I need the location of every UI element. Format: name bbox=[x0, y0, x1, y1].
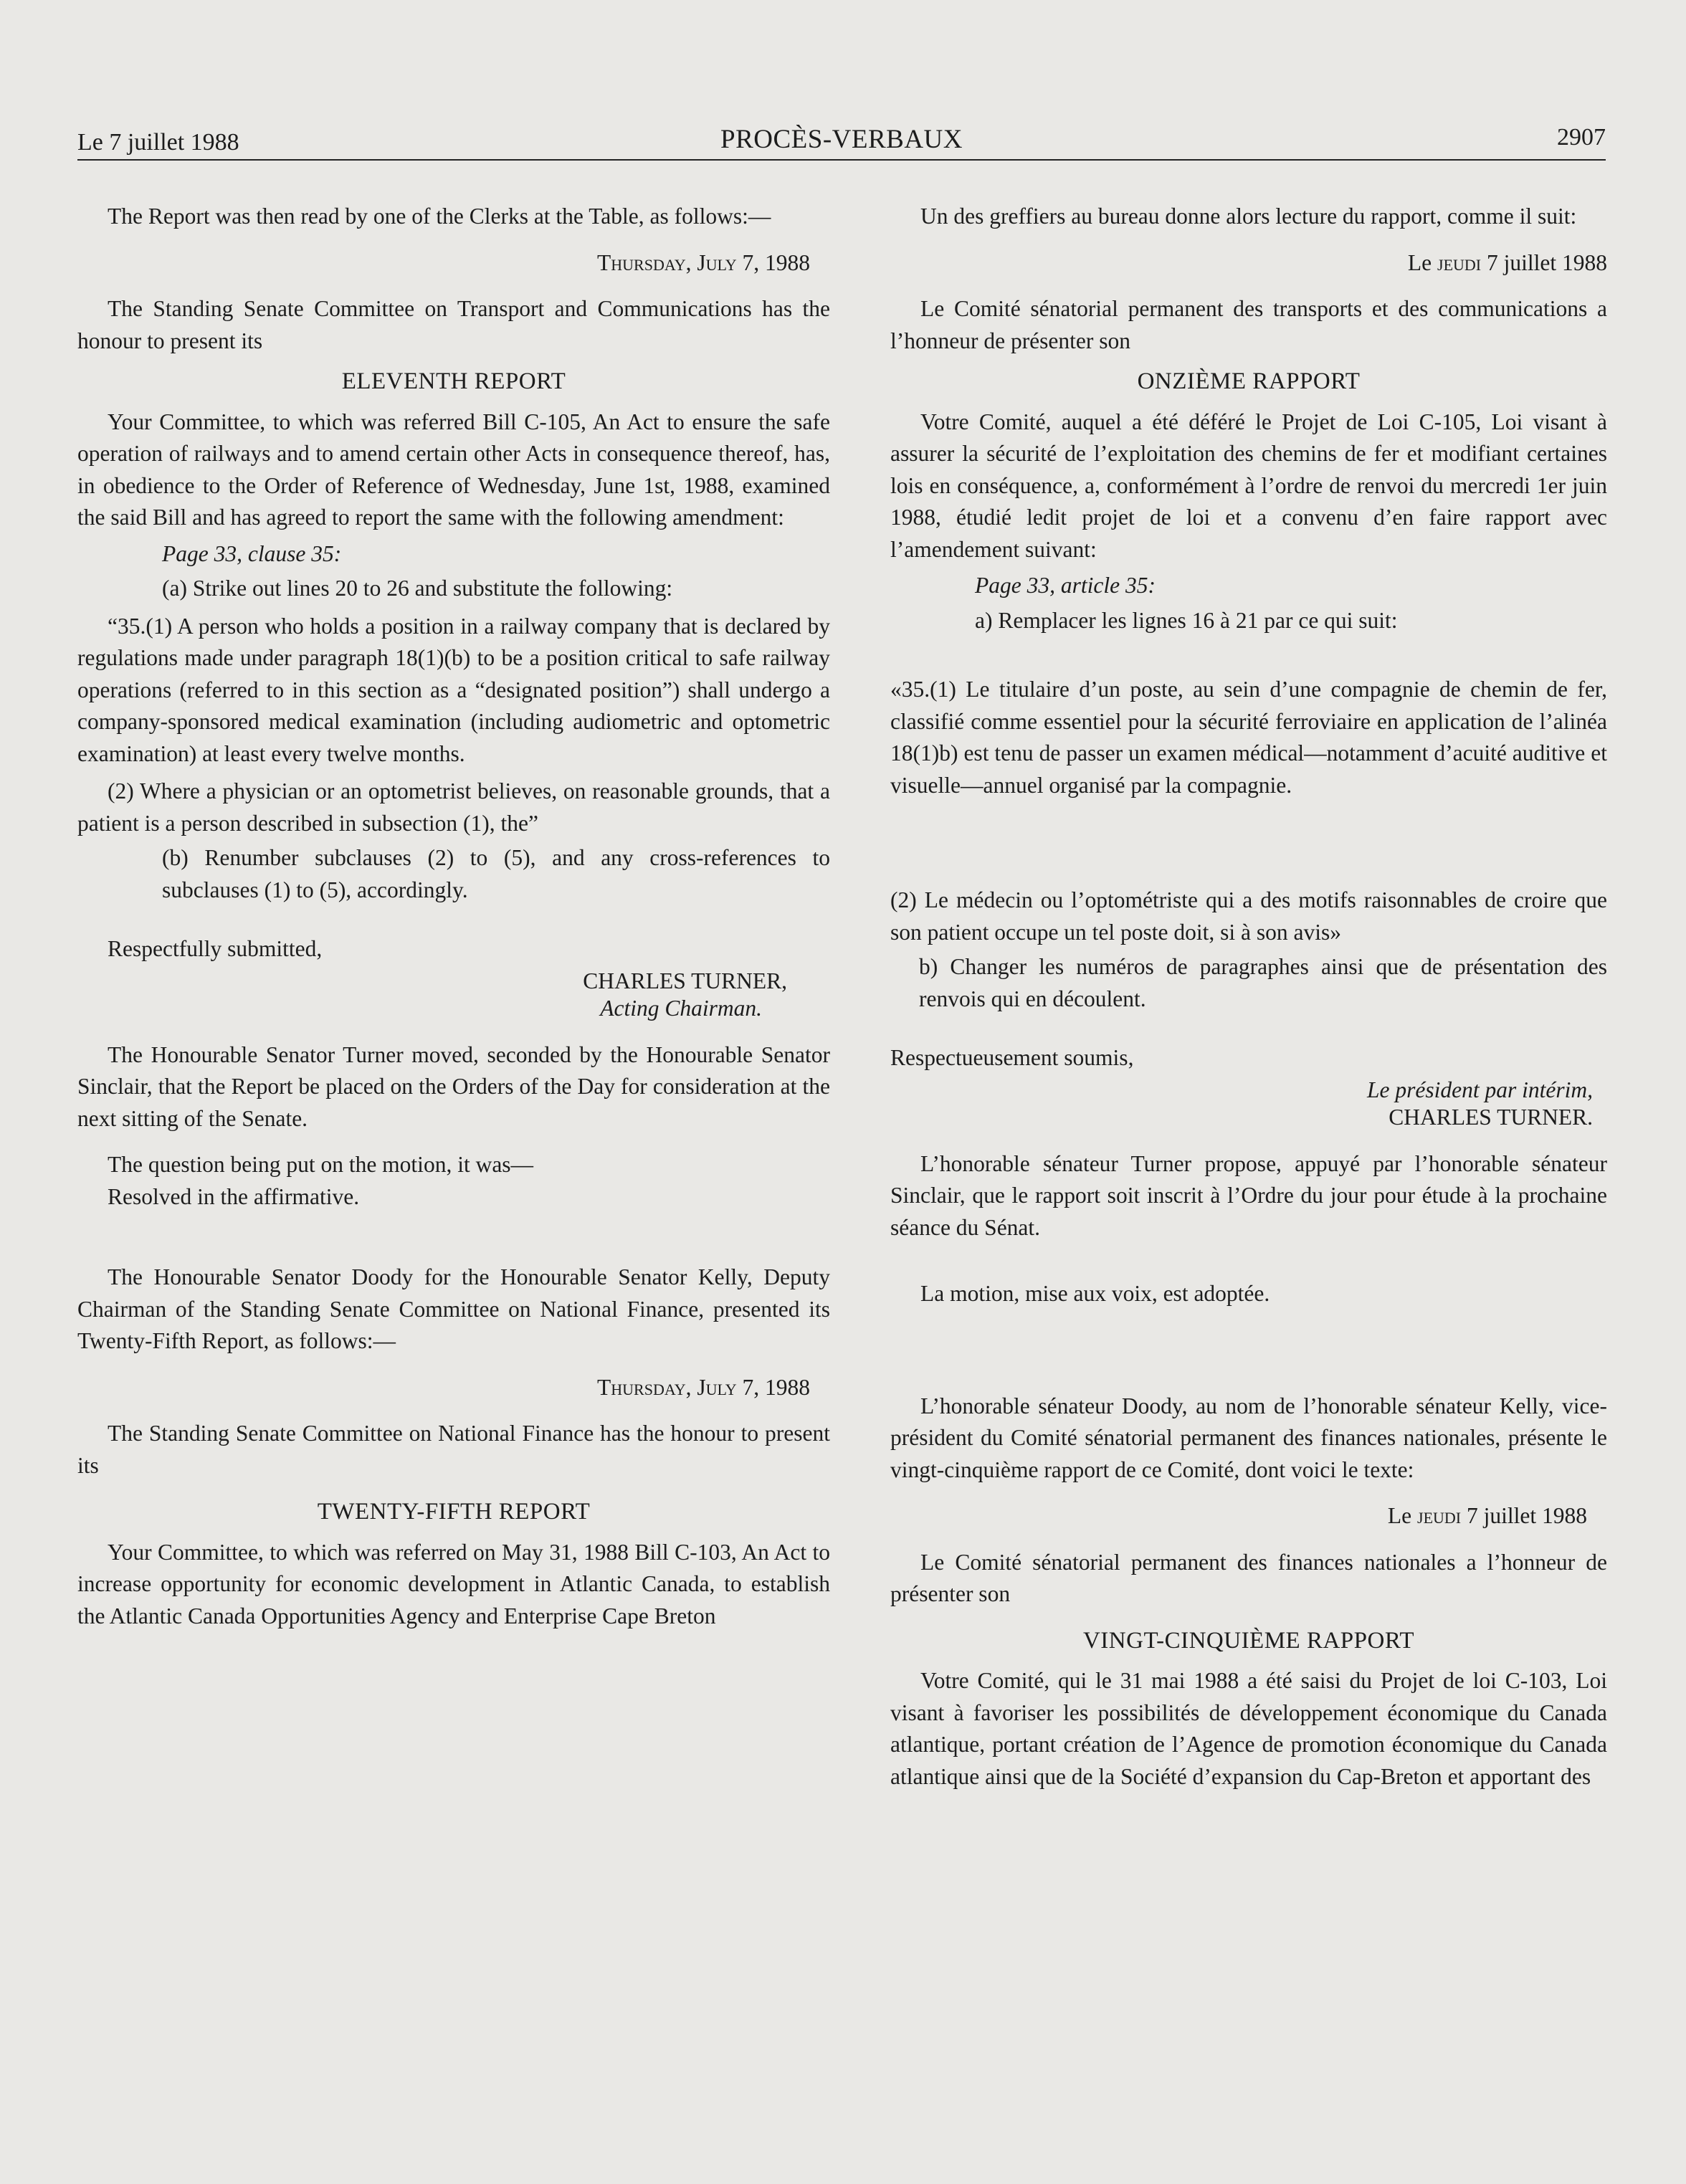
second-committee-paragraph-fr: Le Comité sénatorial permanent des finances nationales a l’honneur de présenter son bbox=[890, 1549, 1607, 1606]
resolved-line: Resolved in the affirmative. bbox=[108, 1183, 360, 1209]
intro-paragraph-fr: Un des greffiers au bureau donne alors lecture du rapport, comme il suit: bbox=[920, 204, 1577, 229]
report-title: ELEVENTH REPORT bbox=[341, 368, 566, 394]
english-column bbox=[77, 201, 830, 1632]
page-number: 2907 bbox=[1557, 124, 1606, 151]
report-date: Thursday, July 7, 1988 bbox=[597, 249, 810, 275]
page-header bbox=[77, 120, 1606, 161]
report-body-fr: Votre Comité, auquel a été déféré le Projet de Loi C-105, Loi visant à assurer la sécurité de l’exploitation des chemins de fer et modifiant certaines lois en conséquence, a, conformément à l’ordre de renvoi du mercredi 1er juin 1988, étudié ledit projet de loi et a convenu d’en faire rapport avec l’amendement suivant: bbox=[890, 409, 1607, 562]
committee-paragraph: The Standing Senate Committee on Transport and Communications has the honour to present its bbox=[77, 296, 830, 353]
submitted-line-fr: Respectueusement soumis, bbox=[890, 1045, 1134, 1070]
intro-paragraph: The Report was then read by one of the Clerks at the Table, as follows:— bbox=[108, 204, 771, 229]
signer-name-fr: CHARLES TURNER. bbox=[1389, 1105, 1593, 1130]
page-reference: Page 33, clause 35: bbox=[162, 540, 342, 566]
second-report-date: Thursday, July 7, 1988 bbox=[597, 1374, 810, 1400]
report-date-fr: Le jeudi 7 juillet 1988 bbox=[1407, 249, 1607, 275]
amendment-b: (b) Renumber subclauses (2) to (5), and any cross-references to subclauses (1) to (5), accordingly. bbox=[162, 845, 830, 902]
header-date: Le 7 juillet 1988 bbox=[77, 129, 239, 156]
header-title: PROCÈS-VERBAUX bbox=[720, 125, 963, 154]
section-35-2-fr: (2) Le médecin ou l’optométriste qui a des motifs raisonnables de croire que son patient occupe un tel poste doit, si à son avis» bbox=[890, 887, 1607, 945]
motion-paragraph-fr: L’honorable sénateur Turner propose, appuyé par l’honorable sénateur Sinclair, que le rapport soit inscrit à l’Ordre du jour pour étude à la prochaine séance du Sénat. bbox=[890, 1150, 1607, 1240]
page-reference-fr: Page 33, article 35: bbox=[975, 573, 1156, 598]
second-report-title-fr: VINGT-CINQUIÈME RAPPORT bbox=[1082, 1627, 1415, 1654]
amendment-a-fr: a) Remplacer les lignes 16 à 21 par ce qui suit: bbox=[975, 607, 1398, 633]
second-report-body-fr: Votre Comité, qui le 31 mai 1988 a été saisi du Projet de loi C-103, Loi visant à favoriser les possibilités de développement économique du Canada atlantique, portant création de l’Agence de promotion économique du Canada atlantique ainsi que de la Société d’expansion du Cap-Breton et apportant des bbox=[890, 1668, 1607, 1789]
second-report-intro: The Honourable Senator Doody for the Honourable Senator Kelly, Deputy Chairman of the Standing Senate Committee on National Finance, presented its Twenty-Fifth Report, as follows:— bbox=[77, 1264, 830, 1353]
section-35-1-fr: «35.(1) Le titulaire d’un poste, au sein d’une compagnie de chemin de fer, classifié comme essentiel pour la sécurité ferroviaire en application de l’alinéa 18(1)b) est tenu de passer un examen médical—notamment d’acuité auditive et visuelle—annuel organisé par la compagnie. bbox=[890, 677, 1607, 798]
motion-paragraph: The Honourable Senator Turner moved, seconded by the Honourable Senator Sinclair, that the Report be placed on the Orders of the Day for consideration at the next sitting of the Senate. bbox=[77, 1041, 830, 1131]
motion-result-fr: La motion, mise aux voix, est adoptée. bbox=[920, 1281, 1270, 1306]
amendment-a: (a) Strike out lines 20 to 26 and substitute the following: bbox=[162, 576, 673, 601]
second-report-intro-fr: L’honorable sénateur Doody, au nom de l’honorable sénateur Kelly, vice-président du Comité sénatorial permanent des finances nationales, présente le vingt-cinquième rapport de ce Comité, dont voici le texte: bbox=[890, 1393, 1607, 1482]
signer-title-fr: Le président par intérim, bbox=[1367, 1077, 1593, 1102]
french-column bbox=[890, 201, 1607, 1793]
header-rule bbox=[77, 159, 1606, 161]
section-35-1: “35.(1) A person who holds a position in a railway company that is declared by regulations made under paragraph 18(1)(b) to be a position critical to safe railway operations (referred to in this section as a “designated position”) shall undergo a company-sponsored medical examination (including audiometric and optometric examination) at least every twelve months. bbox=[77, 613, 830, 766]
signer-title: Acting Chairman. bbox=[600, 996, 762, 1021]
second-report-title: TWENTY-FIFTH REPORT bbox=[317, 1499, 591, 1525]
question-line: The question being put on the motion, it was— bbox=[108, 1152, 534, 1177]
committee-paragraph-fr: Le Comité sénatorial permanent des transports et des communications a l’honneur de présenter son bbox=[890, 296, 1607, 353]
second-report-date-fr: Le jeudi 7 juillet 1988 bbox=[1387, 1503, 1587, 1528]
amendment-b-fr: b) Changer les numéros de paragraphes ainsi que de présentation des renvois qui en découlent. bbox=[919, 954, 1607, 1011]
submitted-line: Respectfully submitted, bbox=[108, 936, 323, 961]
signer-name: CHARLES TURNER, bbox=[583, 968, 787, 993]
section-35-2: (2) Where a physician or an optometrist believes, on reasonable grounds, that a patient is a person described in subsection (1), the” bbox=[77, 778, 830, 836]
second-committee-paragraph: The Standing Senate Committee on National Finance has the honour to present its bbox=[77, 1421, 830, 1478]
report-body: Your Committee, to which was referred Bill C-105, An Act to ensure the safe operation of railways and to amend certain other Acts in consequence thereof, has, in obedience to the Order of Reference of Wednesday, June 1st, 1988, examined the said Bill and has agreed to report the same with the following amendment: bbox=[77, 409, 830, 530]
report-title-fr: ONZIÈME RAPPORT bbox=[1137, 368, 1361, 394]
second-report-body: Your Committee, to which was referred on May 31, 1988 Bill C-103, An Act to increase opportunity for economic development in Atlantic Canada, to establish the Atlantic Canada Opportunities Agency and Enterprise Cape Breton bbox=[77, 1539, 830, 1629]
